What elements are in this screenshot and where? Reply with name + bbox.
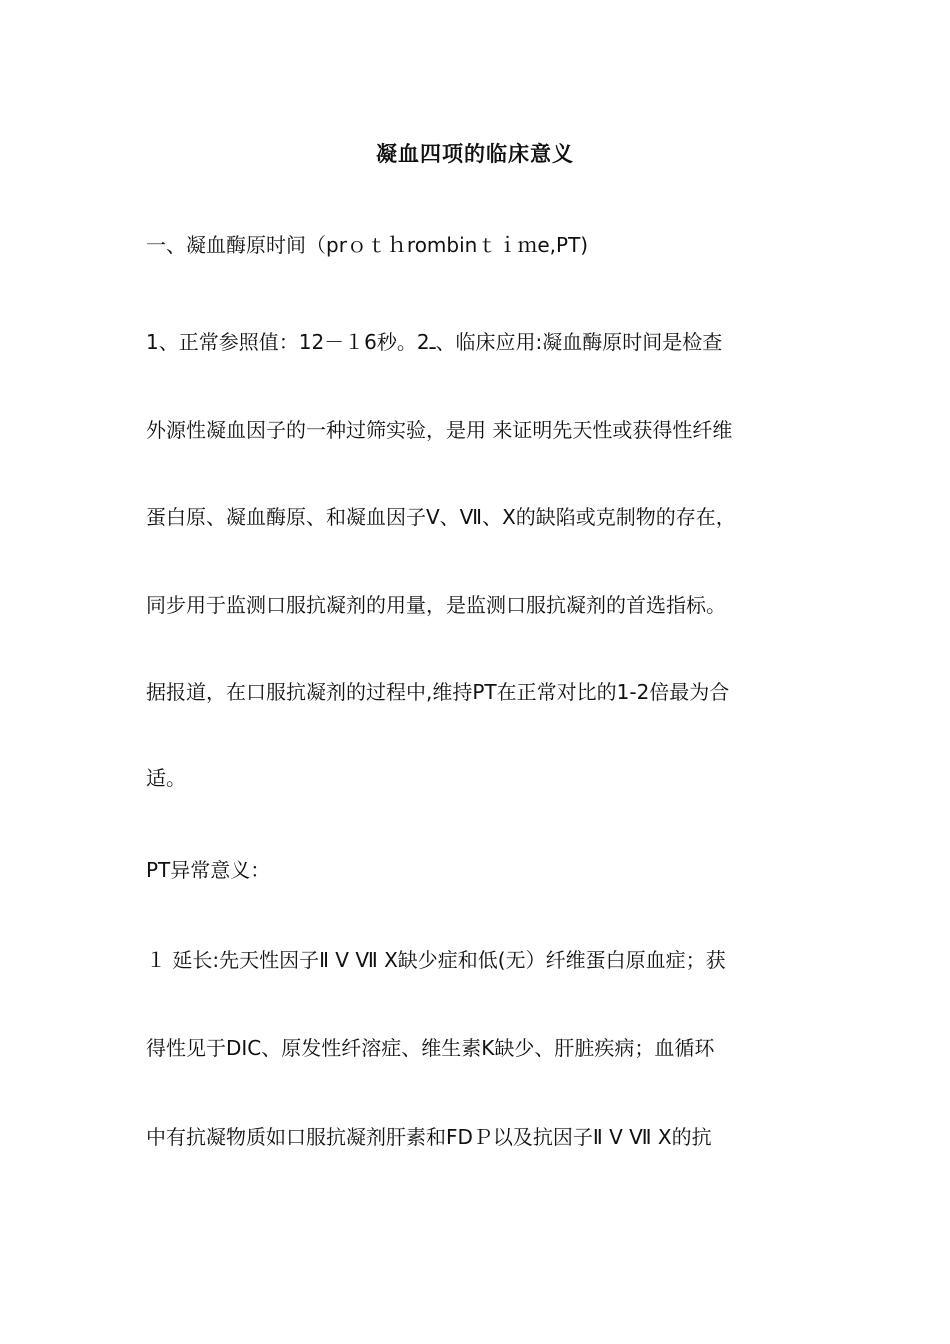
paragraph-line: 得性见于DIC、原发性纤溶症、维生素K缺少、肝脏疾病；血循环 (146, 1036, 715, 1060)
paragraph-line: 1、正常参照值：12－１6秒。2ـ、临床应用:凝血酶原时间是检查 (146, 330, 723, 354)
subheading-pt-abnormal: PT异常意义： (146, 858, 271, 882)
paragraph-line: 适。 (146, 766, 186, 790)
section-heading-pt: 一、凝血酶原时间（prｏｔｈrombinｔｉｍe,PT) (146, 233, 589, 257)
paragraph-line: １ 延长:先天性因子Ⅱ Ⅴ Ⅶ Ⅹ缺少症和低(无）纤维蛋白原血症；获 (146, 948, 726, 972)
paragraph-line: 中有抗凝物质如口服抗凝剂肝素和FDＰ以及抗因子Ⅱ Ⅴ Ⅶ Ⅹ的抗 (146, 1125, 712, 1149)
paragraph-line: 据报道，在口服抗凝剂的过程中,维持PT在正常对比的1-2倍最为合 (146, 680, 730, 704)
paragraph-line: 外源性凝血因子的一种过筛实验，是用 来证明先天性或获得性纤维 (146, 418, 733, 442)
document-title: 凝血四项的临床意义 (376, 142, 574, 166)
paragraph-line: 同步用于监测口服抗凝剂的用量，是监测口服抗凝剂的首选指标。 (146, 593, 726, 617)
paragraph-line: 蛋白原、凝血酶原、和凝血因子Ⅴ、Ⅶ、Ⅹ的缺陷或克制物的存在， (146, 505, 736, 529)
